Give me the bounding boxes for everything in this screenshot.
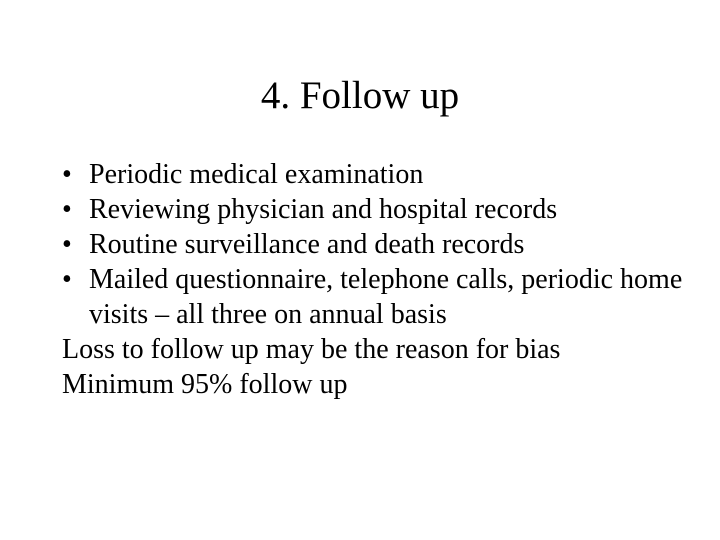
- bullet-item: [62, 157, 702, 192]
- body-line-loss-to-follow-up: Loss to follow up may be the reason for bias: [62, 334, 561, 365]
- bullet-marker: •: [62, 159, 72, 190]
- bullet-marker: •: [62, 264, 72, 295]
- bullet-text: Mailed questionnaire, telephone calls, periodic home visits – all three on annual basis: [89, 264, 683, 330]
- bullet-text: Periodic medical examination: [89, 159, 424, 190]
- bullet-item: [62, 192, 702, 227]
- slide-body: [62, 157, 702, 402]
- bullet-list: [62, 157, 702, 332]
- body-line-minimum-follow-up: Minimum 95% follow up: [62, 369, 348, 400]
- slide-title: 4. Follow up: [260, 74, 460, 117]
- bullet-marker: •: [62, 229, 72, 260]
- bullet-item: [62, 227, 702, 262]
- bullet-text: Reviewing physician and hospital records: [89, 194, 558, 225]
- bullet-item: [62, 262, 702, 332]
- bullet-text: Routine surveillance and death records: [89, 229, 525, 260]
- bullet-marker: •: [62, 194, 72, 225]
